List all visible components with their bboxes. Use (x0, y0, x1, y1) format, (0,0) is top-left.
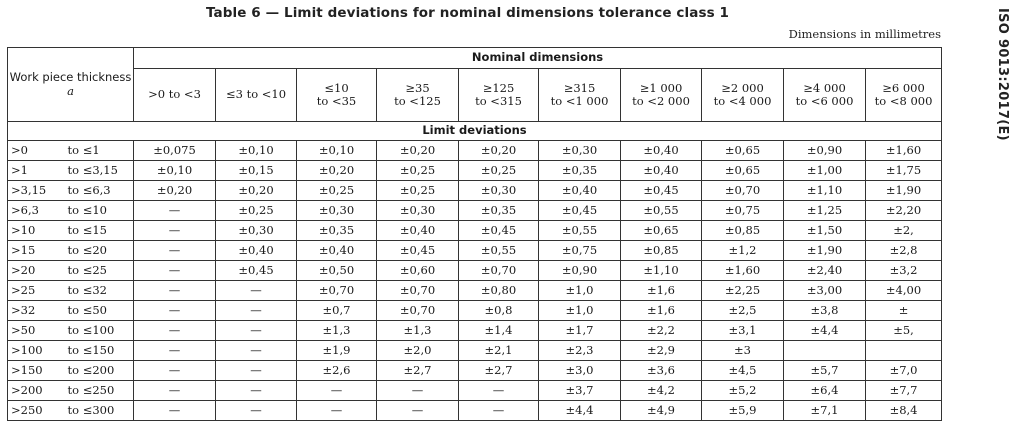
deviation-cell: ±0,65 (621, 221, 702, 241)
deviation-cell: ±4,00 (866, 281, 942, 301)
deviation-cell: — (216, 381, 297, 401)
deviation-cell: ±0,45 (216, 261, 297, 281)
deviation-cell: ±1,2 (702, 241, 784, 261)
thickness-from: >1 (8, 161, 64, 181)
deviation-cell: — (216, 301, 297, 321)
deviation-cell: ±2,7 (459, 361, 539, 381)
table-row (8, 241, 942, 261)
deviation-cell: ±0,40 (216, 241, 297, 261)
column-header-row (8, 69, 942, 122)
thickness-from: >10 (8, 221, 64, 241)
deviation-cell: ±7,0 (866, 361, 942, 381)
thickness-to: to ≤300 (64, 401, 134, 421)
deviation-cell: ±0,7 (297, 301, 377, 321)
deviation-cell: ±3,1 (702, 321, 784, 341)
deviation-cell: ±7,1 (784, 401, 866, 421)
deviation-cell: ±1,6 (621, 301, 702, 321)
deviation-cell: ±5, (866, 321, 942, 341)
deviation-cell: ±3,8 (784, 301, 866, 321)
thickness-to: to ≤150 (64, 341, 134, 361)
deviation-cell: ±2,8 (866, 241, 942, 261)
column-header-7: ≥1 000 to <2 000 (621, 69, 702, 122)
tolerance-table (7, 47, 942, 421)
deviation-cell: ±0,30 (377, 201, 459, 221)
thickness-label: Work piece thickness (9, 70, 132, 85)
deviation-cell: ±5,2 (702, 381, 784, 401)
deviation-cell: ±2, (866, 221, 942, 241)
thickness-to: to ≤1 (64, 141, 134, 161)
deviation-cell: ±1,60 (702, 261, 784, 281)
deviation-cell: ±0,20 (134, 181, 216, 201)
thickness-from: >0 (8, 141, 64, 161)
deviation-cell: ±2,40 (784, 261, 866, 281)
thickness-from: >25 (8, 281, 64, 301)
deviation-cell: ±8,4 (866, 401, 942, 421)
deviation-cell: ±0,55 (621, 201, 702, 221)
thickness-to: to ≤100 (64, 321, 134, 341)
deviation-cell: ±1,0 (539, 301, 621, 321)
deviation-cell: — (134, 261, 216, 281)
thickness-from: >20 (8, 261, 64, 281)
deviation-cell: ±0,70 (297, 281, 377, 301)
deviation-cell: — (134, 341, 216, 361)
deviation-cell: ±0,20 (297, 161, 377, 181)
table-row (8, 361, 942, 381)
deviation-cell: — (216, 341, 297, 361)
thickness-to: to ≤6,3 (64, 181, 134, 201)
thickness-from: >150 (8, 361, 64, 381)
deviation-cell: ±0,20 (459, 141, 539, 161)
thickness-from: >15 (8, 241, 64, 261)
deviation-cell: ±2,9 (621, 341, 702, 361)
deviation-cell: ±0,45 (377, 241, 459, 261)
table-body (8, 141, 942, 421)
deviation-cell: ±0,8 (459, 301, 539, 321)
deviation-cell: — (297, 381, 377, 401)
deviation-cell (866, 341, 942, 361)
deviation-cell: ±0,40 (297, 241, 377, 261)
deviation-cell: ±0,75 (539, 241, 621, 261)
deviation-cell: ±2,7 (377, 361, 459, 381)
standard-reference: ISO 9013:2017(E) (995, 8, 1010, 141)
column-header-10: ≥6 000 to <8 000 (866, 69, 942, 122)
deviation-cell: ±0,75 (702, 201, 784, 221)
deviation-cell: — (377, 401, 459, 421)
deviation-cell: ±5,9 (702, 401, 784, 421)
deviation-cell: — (459, 381, 539, 401)
deviation-cell: ±0,30 (539, 141, 621, 161)
deviation-cell: ±1,3 (377, 321, 459, 341)
column-header-1: >0 to <3 (134, 69, 216, 122)
deviation-cell: ±0,70 (459, 261, 539, 281)
deviation-cell: ±0,90 (784, 141, 866, 161)
thickness-to: to ≤250 (64, 381, 134, 401)
deviation-cell: — (216, 281, 297, 301)
deviation-cell: ±1,0 (539, 281, 621, 301)
deviation-cell: ±0,70 (377, 301, 459, 321)
units-note: Dimensions in millimetres (788, 27, 941, 41)
table-row (8, 321, 942, 341)
deviation-cell: ±0,30 (216, 221, 297, 241)
deviation-cell: ±1,10 (621, 261, 702, 281)
nominal-dimensions-header: Nominal dimensions (134, 48, 942, 69)
deviation-cell: ±3,7 (539, 381, 621, 401)
deviation-cell: ±4,9 (621, 401, 702, 421)
deviation-cell: ±0,70 (377, 281, 459, 301)
deviation-cell: ±0,45 (459, 221, 539, 241)
thickness-from: >200 (8, 381, 64, 401)
table-row (8, 381, 942, 401)
deviation-cell: ±3 (702, 341, 784, 361)
thickness-to: to ≤200 (64, 361, 134, 381)
deviation-cell: — (216, 321, 297, 341)
thickness-from: >50 (8, 321, 64, 341)
deviation-cell: ±2,25 (702, 281, 784, 301)
deviation-cell: ±7,7 (866, 381, 942, 401)
deviation-cell: ±3,6 (621, 361, 702, 381)
table-row (8, 281, 942, 301)
deviation-cell: ±0,35 (297, 221, 377, 241)
deviation-cell: ±1,60 (866, 141, 942, 161)
deviation-cell: ±0,90 (539, 261, 621, 281)
deviation-cell: ±0,25 (297, 181, 377, 201)
deviation-cell: ±0,65 (702, 161, 784, 181)
table-row (8, 141, 942, 161)
thickness-from: >32 (8, 301, 64, 321)
deviation-cell: ±1,90 (866, 181, 942, 201)
deviation-cell: — (134, 301, 216, 321)
deviation-cell (784, 341, 866, 361)
deviation-cell: ±0,40 (621, 141, 702, 161)
deviation-cell: — (134, 201, 216, 221)
thickness-to: to ≤25 (64, 261, 134, 281)
table-row (8, 161, 942, 181)
deviation-cell: ±0,10 (134, 161, 216, 181)
column-header-2: ≤3 to <10 (216, 69, 297, 122)
table-row (8, 261, 942, 281)
deviation-cell: ±2,3 (539, 341, 621, 361)
thickness-to: to ≤10 (64, 201, 134, 221)
deviation-cell: — (134, 281, 216, 301)
deviation-cell: ±4,4 (539, 401, 621, 421)
column-header-4: ≥35 to <125 (377, 69, 459, 122)
deviation-cell: — (134, 221, 216, 241)
table-row (8, 181, 942, 201)
deviation-cell: ±2,5 (702, 301, 784, 321)
deviation-cell: ±2,20 (866, 201, 942, 221)
deviation-cell: — (216, 361, 297, 381)
deviation-cell: ±0,55 (539, 221, 621, 241)
column-header-5: ≥125 to <315 (459, 69, 539, 122)
deviation-cell: ±0,25 (216, 201, 297, 221)
deviation-cell: ±3,2 (866, 261, 942, 281)
deviation-cell: ±1,75 (866, 161, 942, 181)
column-header-3: ≤10 to <35 (297, 69, 377, 122)
deviation-cell: — (134, 401, 216, 421)
deviation-cell: ±0,30 (297, 201, 377, 221)
deviation-cell: ±1,3 (297, 321, 377, 341)
deviation-cell: ±0,35 (459, 201, 539, 221)
column-header-6: ≥315 to <1 000 (539, 69, 621, 122)
table-title: Table 6 — Limit deviations for nominal dimensions tolerance class 1 (205, 5, 730, 21)
deviation-cell: ±0,10 (297, 141, 377, 161)
deviation-cell: — (134, 321, 216, 341)
deviation-cell: ±4,5 (702, 361, 784, 381)
deviation-cell: ±0,15 (216, 161, 297, 181)
deviation-cell: ±1,7 (539, 321, 621, 341)
column-header-8: ≥2 000 to <4 000 (702, 69, 784, 122)
deviation-cell: ±2,6 (297, 361, 377, 381)
deviation-cell: — (377, 381, 459, 401)
deviation-cell: ±0,55 (459, 241, 539, 261)
deviation-cell: ±6,4 (784, 381, 866, 401)
deviation-cell: ±0,70 (702, 181, 784, 201)
deviation-cell: ±0,60 (377, 261, 459, 281)
table-row (8, 201, 942, 221)
deviation-cell: ±0,075 (134, 141, 216, 161)
deviation-cell: ±1,50 (784, 221, 866, 241)
deviation-cell: ±0,20 (377, 141, 459, 161)
deviation-cell: ±1,90 (784, 241, 866, 261)
deviation-cell: ±2,0 (377, 341, 459, 361)
column-header-9: ≥4 000 to <6 000 (784, 69, 866, 122)
deviation-cell: ±1,6 (621, 281, 702, 301)
thickness-to: to ≤15 (64, 221, 134, 241)
deviation-cell: ±0,25 (459, 161, 539, 181)
deviation-cell: ±0,65 (702, 141, 784, 161)
deviation-cell: ±0,10 (216, 141, 297, 161)
deviation-cell: ±1,4 (459, 321, 539, 341)
thickness-to: to ≤20 (64, 241, 134, 261)
deviation-cell: ±1,25 (784, 201, 866, 221)
thickness-from: >250 (8, 401, 64, 421)
deviation-cell: ±0,85 (702, 221, 784, 241)
deviation-cell: ±1,9 (297, 341, 377, 361)
deviation-cell: ±5,7 (784, 361, 866, 381)
deviation-cell: ±3,0 (539, 361, 621, 381)
deviation-cell: ±2,2 (621, 321, 702, 341)
deviation-cell: ±1,00 (784, 161, 866, 181)
deviation-cell: ±4,4 (784, 321, 866, 341)
deviation-cell: ±0,40 (377, 221, 459, 241)
deviation-cell: ±0,35 (539, 161, 621, 181)
table-row (8, 341, 942, 361)
table-row (8, 401, 942, 421)
thickness-to: to ≤32 (64, 281, 134, 301)
deviation-cell: ±0,25 (377, 161, 459, 181)
deviation-cell: ±2,1 (459, 341, 539, 361)
thickness-header (8, 48, 134, 122)
deviation-cell: ±0,40 (539, 181, 621, 201)
deviation-cell: ±0,45 (621, 181, 702, 201)
thickness-from: >100 (8, 341, 64, 361)
deviation-cell: — (297, 401, 377, 421)
deviation-cell: — (134, 361, 216, 381)
deviation-cell: — (459, 401, 539, 421)
deviation-cell: ±4,2 (621, 381, 702, 401)
deviation-cell: ±0,20 (216, 181, 297, 201)
deviation-cell: ± (866, 301, 942, 321)
deviation-cell: ±0,50 (297, 261, 377, 281)
thickness-to: to ≤3,15 (64, 161, 134, 181)
deviation-cell: ±3,00 (784, 281, 866, 301)
table-row (8, 221, 942, 241)
thickness-from: >3,15 (8, 181, 64, 201)
deviation-cell: ±0,45 (539, 201, 621, 221)
deviation-cell: — (134, 381, 216, 401)
deviation-cell: ±0,40 (621, 161, 702, 181)
thickness-symbol: a (67, 83, 74, 98)
deviation-cell: — (134, 241, 216, 261)
deviation-cell: — (216, 401, 297, 421)
table-row (8, 301, 942, 321)
deviation-cell: ±0,25 (377, 181, 459, 201)
thickness-to: to ≤50 (64, 301, 134, 321)
limit-deviations-header: Limit deviations (8, 122, 942, 141)
deviation-cell: ±0,85 (621, 241, 702, 261)
deviation-cell: ±0,80 (459, 281, 539, 301)
thickness-from: >6,3 (8, 201, 64, 221)
deviation-cell: ±0,30 (459, 181, 539, 201)
deviation-cell: ±1,10 (784, 181, 866, 201)
